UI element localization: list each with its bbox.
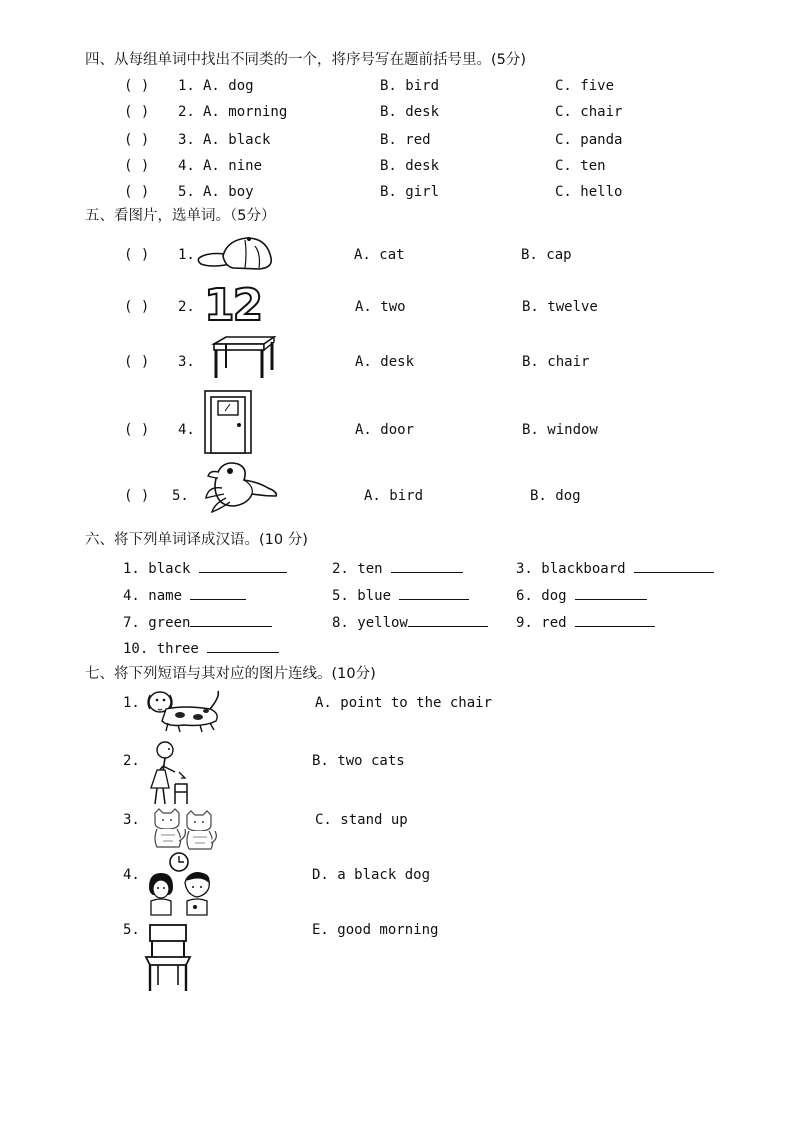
answer-paren[interactable]: ( ) [124,354,150,370]
translate-item [332,586,469,605]
match-phrase[interactable]: E. good morning [312,922,439,938]
question-number: 3. [178,132,195,148]
answer-paren[interactable]: ( ) [124,78,150,94]
word-label: 2. ten [332,561,383,577]
option-b: B. twelve [522,299,598,315]
match-number: 2. [123,753,140,769]
option-c: C. ten [555,158,606,174]
question-number: 5. [178,184,195,200]
desk-icon [212,336,276,380]
chair-icon[interactable] [144,923,194,993]
question-number: 1. [178,247,195,263]
translate-item [123,639,279,658]
question-number: 5. [172,488,189,504]
word-label: 7. green [123,615,191,631]
option-c: C. chair [555,104,623,120]
number-twelve-icon: 12 [204,280,262,331]
option-a: A. dog [203,78,254,94]
answer-paren[interactable]: ( ) [124,247,150,263]
answer-blank[interactable] [399,586,469,600]
option-a: A. bird [364,488,424,504]
translate-item [332,559,463,578]
option-b: B. window [522,422,598,438]
option-a: A. black [203,132,271,148]
translate-item [516,586,647,605]
word-label: 9. red [516,615,567,631]
answer-paren[interactable]: ( ) [124,184,150,200]
translate-item [332,613,488,632]
answer-paren[interactable]: ( ) [124,488,150,504]
answer-blank[interactable] [199,559,287,573]
option-c: C. five [555,78,615,94]
answer-paren[interactable]: ( ) [124,299,150,315]
answer-blank[interactable] [190,613,272,627]
option-b: B. desk [380,104,440,120]
door-icon [203,389,253,455]
match-number: 4. [123,867,140,883]
option-a: A. morning [203,104,288,120]
answer-blank[interactable] [575,586,647,600]
answer-paren[interactable]: ( ) [124,158,150,174]
option-b: B. red [380,132,431,148]
option-b: B. bird [380,78,440,94]
answer-paren[interactable]: ( ) [124,104,150,120]
option-a: A. cat [354,247,405,263]
question-number: 2. [178,104,195,120]
option-b: B. desk [380,158,440,174]
answer-blank[interactable] [207,639,279,653]
bird-icon [204,458,280,514]
match-phrase[interactable]: B. two cats [312,753,405,769]
option-a: A. two [355,299,406,315]
match-number: 3. [123,812,140,828]
boy-pointing-chair-icon[interactable] [145,740,195,806]
option-c: C. hello [555,184,623,200]
match-number: 1. [123,695,140,711]
question-number: 2. [178,299,195,315]
word-label: 6. dog [516,588,567,604]
answer-blank[interactable] [634,559,714,573]
translate-item [123,559,287,578]
option-a: A. nine [203,158,263,174]
translate-item [123,613,272,632]
option-b: B. dog [530,488,581,504]
cap-icon [197,236,275,272]
option-b: B. girl [380,184,440,200]
answer-paren[interactable]: ( ) [124,132,150,148]
translate-item [516,613,655,632]
answer-blank[interactable] [575,613,655,627]
answer-blank[interactable] [190,586,246,600]
word-label: 3. blackboard [516,561,626,577]
option-a: A. door [355,422,415,438]
question-number: 1. [178,78,195,94]
answer-paren[interactable]: ( ) [124,422,150,438]
word-label: 4. name [123,588,183,604]
children-clock-icon[interactable] [145,851,217,919]
option-c: C. panda [555,132,623,148]
two-cats-icon[interactable] [149,807,219,851]
question-number: 4. [178,158,195,174]
word-label: 5. blue [332,588,392,604]
option-a: A. desk [355,354,415,370]
word-label: 1. black [123,561,191,577]
dog-icon[interactable] [144,689,224,733]
option-a: A. boy [203,184,254,200]
match-phrase[interactable]: D. a black dog [312,867,431,883]
word-label: 8. yellow [332,615,408,631]
translate-item [516,559,714,578]
section-5-title: 五、看图片，选单词。（5分） [85,208,276,224]
question-number: 4. [178,422,195,438]
match-phrase[interactable]: A. point to the chair [315,695,493,711]
option-b: B. chair [522,354,590,370]
match-phrase[interactable]: C. stand up [315,812,408,828]
translate-item [123,586,246,605]
match-number: 5. [123,922,140,938]
question-number: 3. [178,354,195,370]
word-label: 10. three [123,641,199,657]
option-b: B. cap [521,247,572,263]
answer-blank[interactable] [391,559,463,573]
section-7-title: 七、将下列短语与其对应的图片连线。(10分) [85,666,376,682]
section-4-title: 四、从每组单词中找出不同类的一个，将序号写在题前括号里。(5分) [85,52,527,68]
answer-blank[interactable] [408,613,488,627]
section-6-title: 六、将下列单词译成汉语。(10 分) [85,532,308,548]
